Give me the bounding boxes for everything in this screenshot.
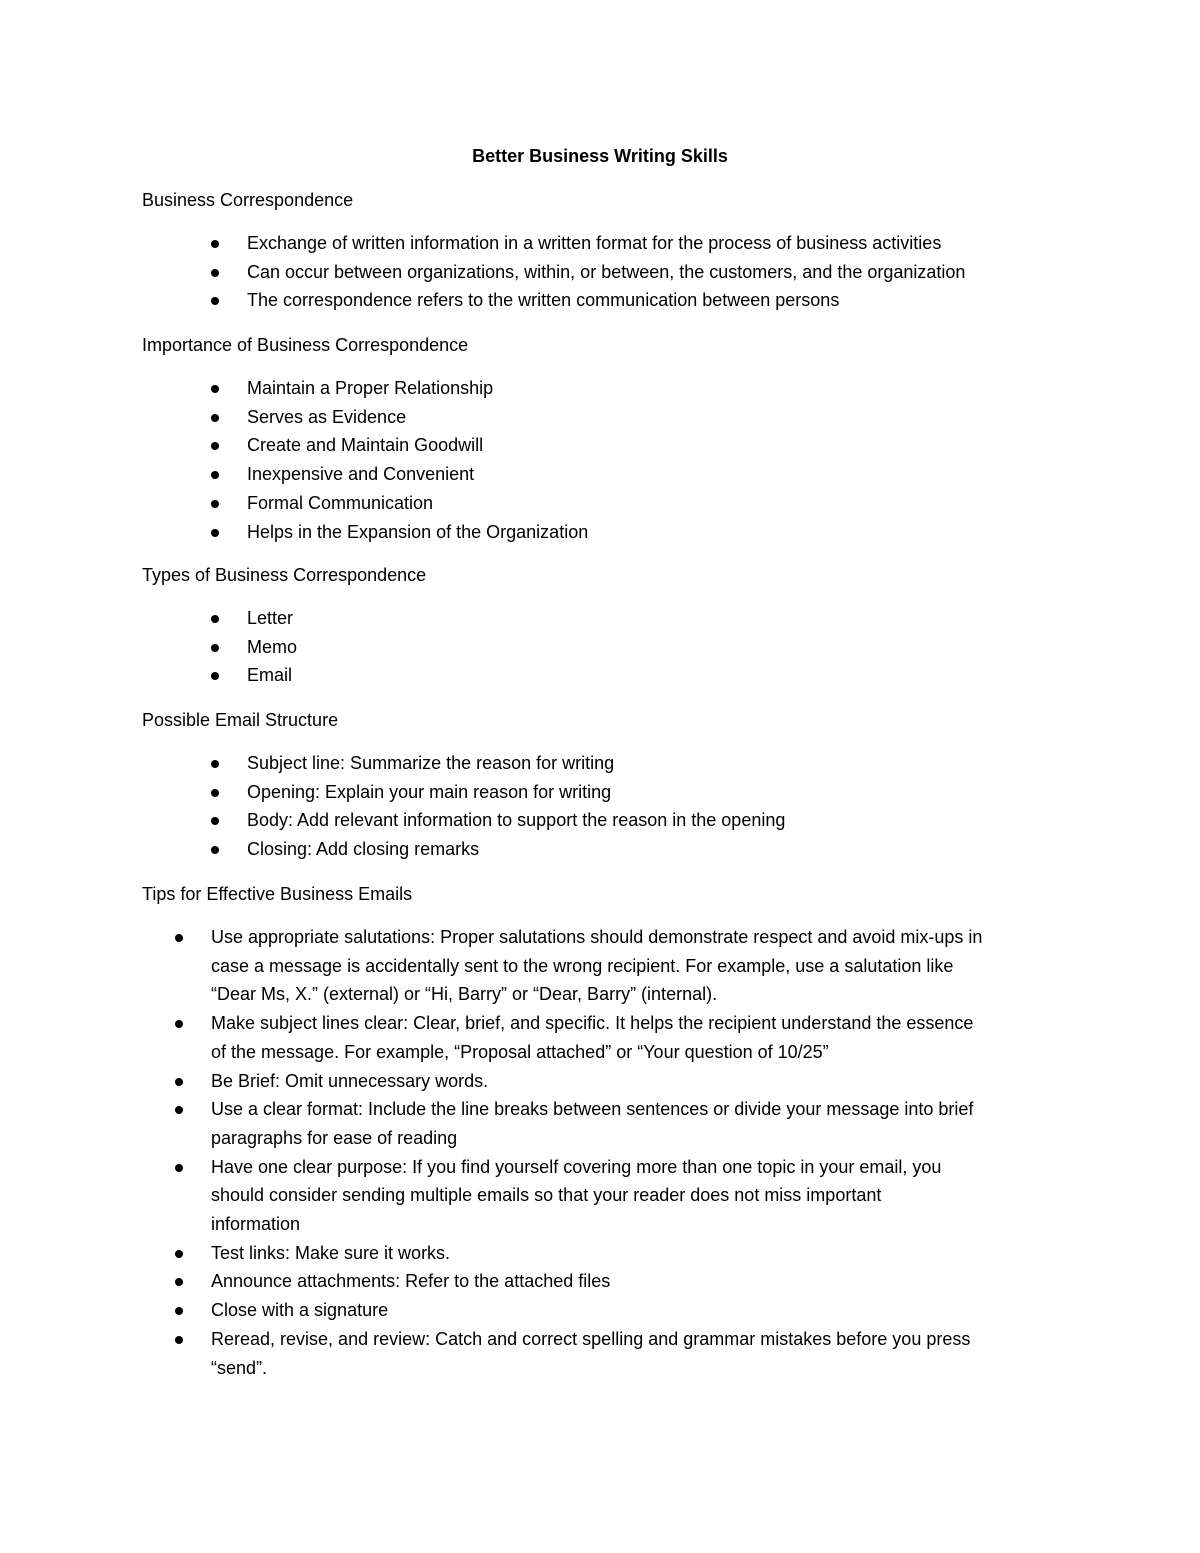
list-item [142, 1239, 1082, 1268]
section-tips [142, 882, 1082, 1382]
bullet-icon [211, 817, 219, 825]
list-item-text: Make subject lines clear: Clear, brief, and specific. It helps the recipient understand the essence [211, 1013, 974, 1034]
list-item [142, 1153, 1082, 1239]
bullet-list [142, 923, 1082, 1382]
section-importance [142, 333, 1082, 546]
list-item-text: Use a clear format: Include the line breaks between sentences or divide your message into brief [211, 1099, 974, 1120]
list-item-text: Closing: Add closing remarks [247, 839, 480, 860]
list-item [142, 778, 1082, 807]
bullet-icon [211, 240, 219, 248]
bullet-icon [211, 672, 219, 680]
list-item-text: Have one clear purpose: If you find yourself covering more than one topic in your email, you [211, 1156, 942, 1177]
bullet-icon [211, 644, 219, 652]
list-item-text: “send”. [211, 1357, 268, 1378]
list-item-text: case a message is accidentally sent to the wrong recipient. For example, use a salutation like [211, 955, 954, 976]
list-item-text: Opening: Explain your main reason for writing [247, 781, 612, 802]
list-item-text: Create and Maintain Goodwill [247, 435, 484, 456]
list-item [142, 1009, 1082, 1066]
list-item-text: Formal Communication [247, 492, 434, 513]
list-item [142, 806, 1082, 835]
bullet-icon [175, 1164, 183, 1172]
list-item [142, 229, 1082, 258]
bullet-icon [175, 1106, 183, 1114]
bullet-icon [211, 471, 219, 479]
section-heading: Tips for Effective Business Emails [142, 884, 413, 904]
list-item [142, 431, 1082, 460]
bullet-icon [175, 1020, 183, 1028]
section-business-correspondence [142, 188, 1082, 315]
list-item [142, 460, 1082, 489]
list-item-text: Subject line: Summarize the reason for writing [247, 753, 615, 773]
list-item-text: Test links: Make sure it works. [211, 1242, 451, 1263]
list-item [142, 749, 1082, 778]
list-item [142, 403, 1082, 432]
list-item-text: Helps in the Expansion of the Organization [247, 521, 589, 542]
bullet-icon [175, 1278, 183, 1286]
list-item-text: information [211, 1214, 301, 1235]
list-item-text: Use appropriate salutations: Proper salutations should demonstrate respect and avoid mix-ups in [211, 927, 983, 947]
bullet-icon [175, 1250, 183, 1258]
section-heading: Types of Business Correspondence [142, 565, 427, 585]
bullet-icon [211, 615, 219, 623]
list-item [142, 1095, 1082, 1152]
bullet-icon [211, 846, 219, 854]
bullet-icon [175, 934, 183, 942]
list-item-text: Can occur between organizations, within, or between, the customers, and the organization [247, 261, 966, 282]
list-item [142, 258, 1082, 287]
section-email-structure [142, 708, 1082, 864]
bullet-icon [175, 1336, 183, 1344]
bullet-icon [211, 500, 219, 508]
bullet-icon [211, 414, 219, 422]
list-item [142, 1296, 1082, 1325]
list-item [142, 1267, 1082, 1296]
list-item [142, 923, 1082, 1009]
list-item [142, 1067, 1082, 1096]
section-heading: Possible Email Structure [142, 710, 339, 730]
list-item-text: Memo [247, 636, 298, 657]
bullet-icon [175, 1078, 183, 1086]
list-item-text: Maintain a Proper Relationship [247, 378, 494, 398]
list-item-text: Serves as Evidence [247, 406, 407, 427]
bullet-list [142, 229, 1082, 315]
bullet-icon [175, 1307, 183, 1315]
list-item-text: Be Brief: Omit unnecessary words. [211, 1070, 489, 1091]
bullet-icon [211, 442, 219, 450]
list-item-text: Letter [247, 608, 294, 628]
bullet-list [142, 374, 1082, 546]
list-item [142, 518, 1082, 547]
document-title: Better Business Writing Skills [472, 146, 728, 166]
list-item [142, 661, 1082, 690]
list-item [142, 374, 1082, 403]
list-item-text: The correspondence refers to the written communication between persons [247, 290, 840, 311]
list-item [142, 489, 1082, 518]
list-item-text: Close with a signature [211, 1300, 389, 1321]
bullet-icon [211, 385, 219, 393]
bullet-list [142, 604, 1082, 690]
list-item-text: Exchange of written information in a written format for the process of business activities [247, 233, 942, 253]
list-item-text: Email [247, 665, 293, 686]
bullet-icon [211, 269, 219, 277]
bullet-icon [211, 297, 219, 305]
list-item-text: Inexpensive and Convenient [247, 464, 475, 485]
section-types [142, 563, 1082, 690]
list-item-text: Reread, revise, and review: Catch and correct spelling and grammar mistakes before you press [211, 1328, 971, 1349]
list-item [142, 604, 1082, 633]
list-item-text: Body: Add relevant information to support the reason in the opening [247, 810, 786, 831]
list-item-text: “Dear Ms, X.” (external) or “Hi, Barry” or “Dear, Barry” (internal). [211, 984, 718, 1005]
section-heading: Business Correspondence [142, 190, 354, 210]
list-item [142, 286, 1082, 315]
list-item-text: Announce attachments: Refer to the attached files [211, 1271, 611, 1292]
list-item-text: should consider sending multiple emails so that your reader does not miss important [211, 1185, 882, 1206]
bullet-icon [211, 789, 219, 797]
list-item-text: of the message. For example, “Proposal attached” or “Your question of 10/25” [211, 1041, 829, 1062]
list-item [142, 1325, 1082, 1382]
bullet-icon [211, 760, 219, 768]
bullet-list [142, 749, 1082, 864]
bullet-icon [211, 529, 219, 537]
list-item [142, 633, 1082, 662]
section-heading: Importance of Business Correspondence [142, 335, 469, 355]
list-item [142, 835, 1082, 864]
list-item-text: paragraphs for ease of reading [211, 1127, 458, 1148]
